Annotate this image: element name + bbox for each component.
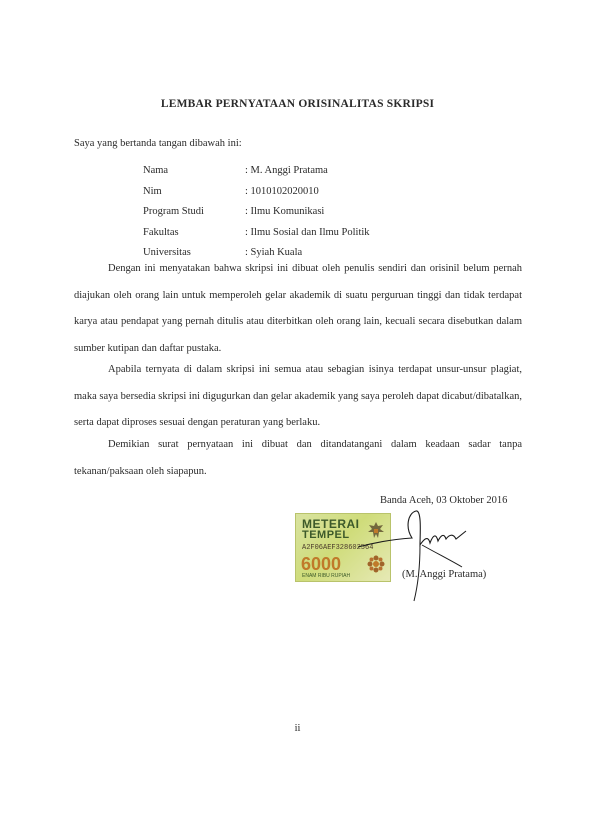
identity-value: : 1010102020010: [245, 185, 319, 197]
identity-value: : Syiah Kuala: [245, 247, 303, 258]
statement-paragraph-1: Dengan ini menyatakan bahwa skripsi ini dibuat oleh penulis sendiri dan orisinil belum pernah diajukan oleh orang lain untuk memperoleh gelar akademik di suatu perguruan tinggi dan tidak terdapat karya atau pendapat yang pernah ditulis atau diterbitkan oleh orang lain, kecuali secara disebutkan dalam sumber kutipan dan daftar pustaka.: [74, 263, 522, 354]
signer-name: (M. Anggi Pratama): [402, 569, 487, 580]
identity-value: : Ilmu Komunikasi: [245, 206, 325, 217]
stamp-caption: ENAM RIBU RUPIAH: [302, 573, 351, 579]
document-title: LEMBAR PERNYATAAN ORISINALITAS SKRIPSI: [160, 98, 435, 110]
statement-paragraph-3: Demikian surat pernyataan ini dibuat dan ditandatangani dalam keadaan sadar tanpa tekanan/paksaan oleh siapapun.: [74, 439, 522, 477]
identity-label: Program Studi: [143, 206, 204, 217]
stamp-subtitle: TEMPEL: [302, 529, 350, 541]
identity-label: Nim: [143, 185, 162, 197]
stamp-value: 6000: [301, 554, 342, 574]
identity-value: : M. Anggi Pratama: [245, 165, 328, 176]
identity-row-nim: [143, 186, 370, 207]
statement-paragraph-2: Apabila ternyata di dalam skripsi ini semua atau sebagian isinya terdapat unsur-unsur plagiat, maka saya bersedia skripsi ini digugurkan dan gelar akademik yang saya peroleh dapat dicabut/dibatalkan, serta dapat diproses sesuai dengan peraturan yang berlaku.: [74, 364, 522, 428]
identity-value: : Ilmu Sosial dan Ilmu Politik: [245, 226, 370, 238]
handwritten-signature: [350, 505, 490, 605]
page-number: ii: [294, 723, 301, 734]
stamp-title: METERAI: [302, 517, 360, 531]
identity-row-faculty: [143, 227, 370, 248]
identity-label: Nama: [143, 165, 169, 176]
identity-row-name: [143, 165, 370, 186]
place-date: Banda Aceh, 03 Oktober 2016: [380, 495, 508, 506]
identity-row-program: [143, 206, 370, 227]
identity-label: Universitas: [143, 247, 191, 258]
identity-block: [143, 165, 370, 268]
intro-text: Saya yang bertanda tangan dibawah ini:: [74, 138, 242, 149]
identity-label: Fakultas: [143, 226, 179, 238]
stamp-serial: A2F06AEF328602564: [302, 544, 374, 552]
